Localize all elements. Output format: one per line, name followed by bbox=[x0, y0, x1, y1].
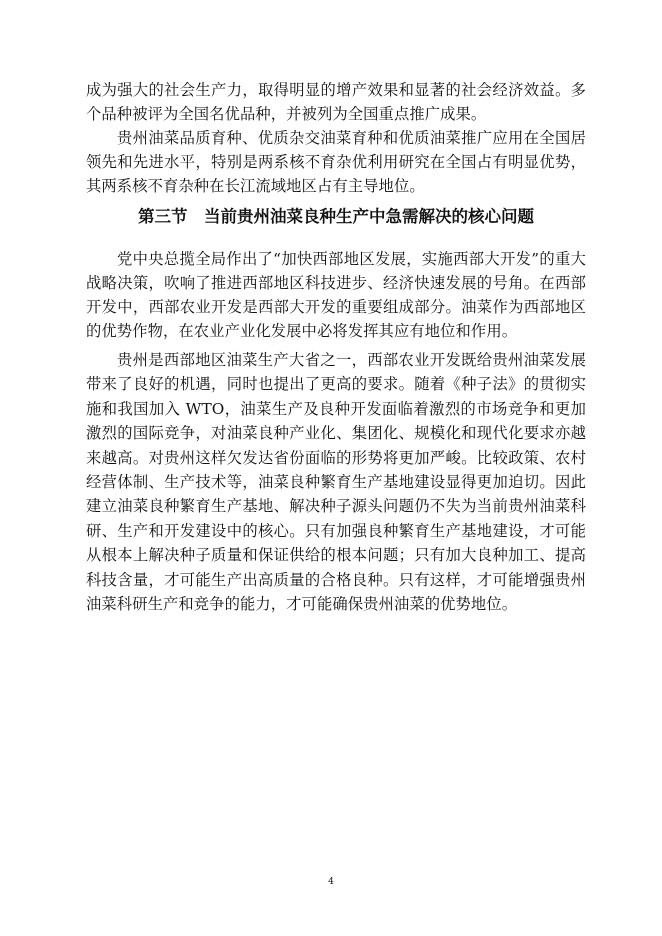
paragraph-seed-production-base: 贵州是西部地区油菜生产大省之一，西部农业开发既给贵州油菜发展带来了良好的机遇，同时也提出了更高的要求。随着《种子法》的贯彻实施和我国加入 WTO，油菜生产及良种开发面临着激烈的市场竞争和更加激烈的国际竞争，对油菜良种产业化、集团化、规模化和现代化要求亦越来越高。对贵州这样欠发达省份面临的形势将更加严峻。比较政策、农村经营体制、生产技术等，油菜良种繁育生产基地建设显得更加迫切。因此建立油菜良种繁育生产基地、解决种子源头问题仍不失为当前贵州油菜科研、生产和开发建设中的核心。只有加强良种繁育生产基地建设，才可能从根本上解决种子质量和保证供给的根本问题；只有加大良种加工、提高科技含量，才可能生产出高质量的合格良种。只有这样，才可能增强贵州油菜科研生产和竞争的能力，才可能确保贵州油菜的优势地位。 bbox=[86, 351, 586, 614]
paragraph-guizhou-rapeseed-status: 贵州油菜品质育种、优质杂交油菜育种和优质油菜推广应用在全国居领先和先进水平，特别是两系核不育杂优利用研究在全国占有明显优势，其两系核不育杂种在长江流域地区占有主导地位。 bbox=[86, 129, 586, 195]
paragraph-continuation: 成为强大的社会生产力，取得明显的增产效果和显著的社会经济效益。多个品种被评为全国名优品种，并被列为全国重点推广成果。 bbox=[86, 81, 586, 123]
paragraph-western-development: 党中央总揽全局作出了“加快西部地区发展，实施西部大开发”的重大战略决策，吹响了推进西部地区科技进步、经济快速发展的号角。在西部开发中，西部农业开发是西部大开发的重要组成部分。油菜作为西部地区的优势作物，在农业产业化发展中必将发挥其应有地位和作用。 bbox=[86, 250, 586, 340]
section-heading: 第三节 当前贵州油菜良种生产中急需解决的核心问题 bbox=[138, 207, 534, 226]
page-number: 4 bbox=[328, 877, 334, 887]
